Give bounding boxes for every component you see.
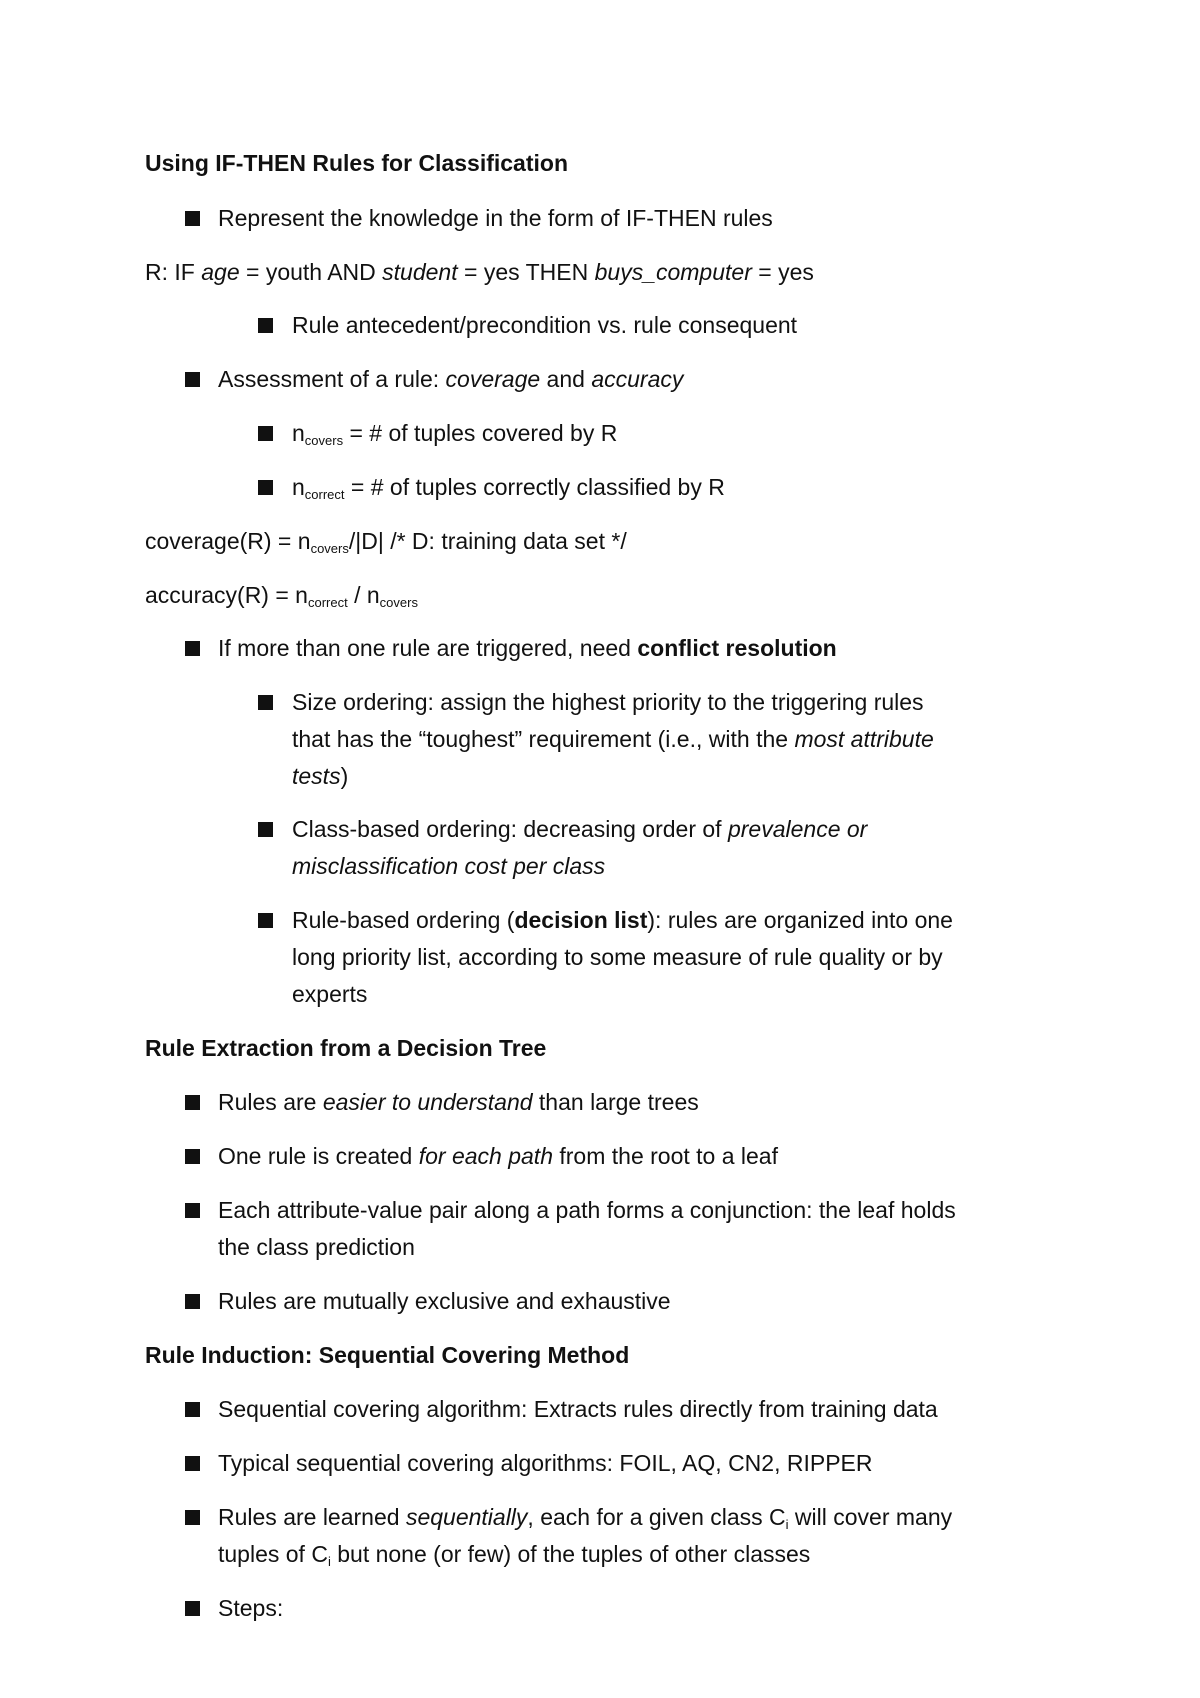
bullet-square-icon [258, 913, 273, 928]
bullet-square-icon [185, 211, 200, 226]
bullet-square-icon [185, 1294, 200, 1309]
bullet-square-icon [258, 426, 273, 441]
bullet-square-icon [258, 695, 273, 710]
bullet-square-icon [258, 822, 273, 837]
bullet-attribute-value-line1: Each attribute-value pair along a path forms a conjunction: the leaf holds [218, 1197, 956, 1223]
bullet-mutually-exclusive: Rules are mutually exclusive and exhaustive [218, 1288, 671, 1314]
bullet-learned-sequentially-line2: tuples of $C_i$ but none (or few) of the tuples of other classes [218, 1541, 811, 1569]
bullet-square-icon [258, 480, 273, 495]
bullet-sequential-covering: Sequential covering algorithm: Extracts rules directly from training data [218, 1396, 938, 1422]
bullet-rule-based-line1: Rule-based ordering (decision list): rules are organized into one [292, 907, 953, 933]
heading-if-then-rules: Using IF-THEN Rules for Classification [145, 150, 568, 176]
formula-coverage: coverage(R) = $n_{covers}/|D|$ /* D: training data set */ [145, 528, 627, 556]
bullet-class-based-line1: Class-based ordering: decreasing order of prevalence or [292, 816, 868, 842]
bullet-size-ordering-line2: that has the “toughest” requirement (i.e., with the most attribute [292, 726, 934, 752]
bullet-attribute-value-line2: the class prediction [218, 1234, 415, 1260]
bullet-one-rule-per-path: One rule is created for each path from the root to a leaf [218, 1143, 778, 1169]
bullet-square-icon [185, 1203, 200, 1218]
bullet-antecedent-consequent: Rule antecedent/precondition vs. rule consequent [292, 312, 798, 338]
bullet-square-icon [185, 641, 200, 656]
bullet-square-icon [258, 318, 273, 333]
bullet-rule-based-line3: experts [292, 981, 368, 1007]
rule-example: R: IF age = youth AND student = yes THEN buys_computer = yes [145, 259, 814, 285]
bullet-size-ordering-line3: tests) [292, 763, 349, 789]
bullet-rule-based-line2: long priority list, according to some measure of rule quality or by [292, 944, 943, 970]
bullet-typical-algorithms: Typical sequential covering algorithms: FOIL, AQ, CN2, RIPPER [218, 1450, 873, 1476]
formula-accuracy: accuracy(R) = $n_{correct} / n_{covers}$ [145, 582, 418, 610]
bullet-square-icon [185, 1402, 200, 1417]
bullet-size-ordering-line1: Size ordering: assign the highest priority to the triggering rules [292, 689, 924, 715]
bullet-represent-knowledge: Represent the knowledge in the form of IF-THEN rules [218, 205, 773, 231]
bullet-square-icon [185, 1601, 200, 1616]
bullet-square-icon [185, 1095, 200, 1110]
bullet-n-correct: $n_{correct}$ = # of tuples correctly classified by R [292, 474, 725, 502]
heading-rule-induction: Rule Induction: Sequential Covering Method [145, 1342, 630, 1368]
bullet-conflict-resolution: If more than one rule are triggered, need conflict resolution [218, 635, 837, 661]
bullet-square-icon [185, 1510, 200, 1525]
bullet-class-based-line2: misclassification cost per class [292, 853, 606, 879]
bullet-assessment: Assessment of a rule: coverage and accuracy [218, 366, 684, 392]
heading-rule-extraction: Rule Extraction from a Decision Tree [145, 1035, 547, 1061]
bullet-steps: Steps: [218, 1595, 284, 1621]
bullet-n-covers: $n_{covers}$ = # of tuples covered by R [292, 420, 618, 448]
bullet-easier-to-understand: Rules are easier to understand than large trees [218, 1089, 699, 1115]
bullet-square-icon [185, 1456, 200, 1471]
bullet-learned-sequentially-line1: Rules are learned sequentially, each for a given class $C_i$ will cover many [218, 1504, 953, 1532]
bullet-square-icon [185, 1149, 200, 1164]
bullet-square-icon [185, 372, 200, 387]
